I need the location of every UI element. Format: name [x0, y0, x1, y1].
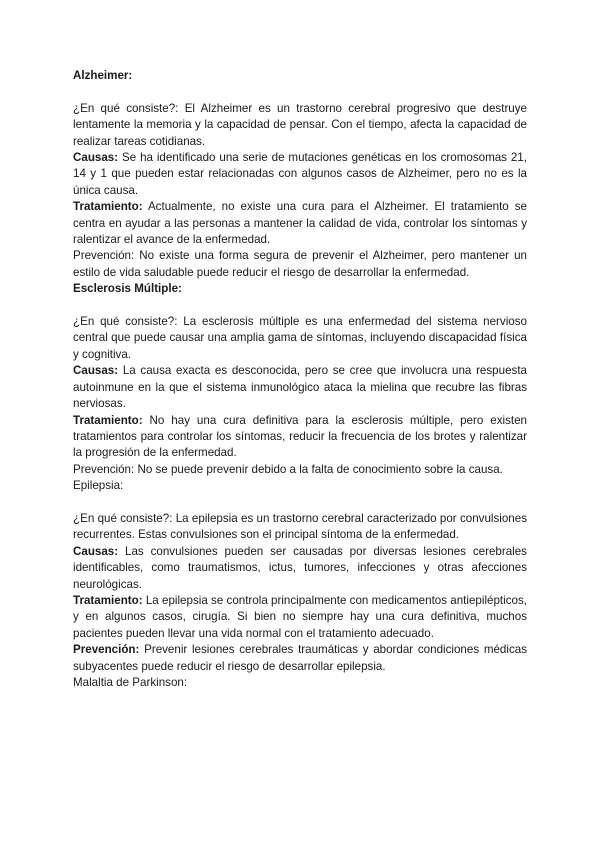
- treatment-paragraph: [73, 593, 527, 642]
- section-title-esclerosis: Esclerosis Múltiple:: [73, 282, 182, 296]
- causes-paragraph: [73, 363, 527, 412]
- treatment-label: Tratamiento:: [73, 413, 143, 427]
- definition-paragraph: ¿En qué consiste?: La epilepsia es un trastorno cerebral caracterizado por convulsiones recurrentes. Estas convulsiones son el principal síntoma de la enfermedad.: [73, 511, 527, 542]
- section-title-parkinson: Malaltia de Parkinson:: [73, 675, 188, 689]
- causes-label: Causas:: [73, 151, 119, 165]
- treatment-paragraph: [73, 199, 527, 248]
- treatment-paragraph: [73, 413, 527, 462]
- prevention-paragraph: Prevención: No se puede prevenir debido a la falta de conocimiento sobre la causa.: [73, 462, 503, 476]
- spacer: [73, 298, 527, 314]
- definition-paragraph: ¿En qué consiste?: La esclerosis múltiple es una enfermedad del sistema nervioso central que puede causar una amplia gama de síntomas, incluyendo discapacidad física y cognitiva.: [73, 315, 527, 361]
- treatment-text: La epilepsia se controla principalmente con medicamentos antiepilépticos, y en algunos casos, cirugía. Si bien no siempre hay una cura definitiva, muchos pacientes pueden llevar una vida normal con el tratamiento adecuado.: [73, 593, 527, 640]
- treatment-text: Actualmente, no existe una cura para el Alzheimer. El tratamiento se centra en ayudar a las personas a mantener la calidad de vida, controlar los síntomas y ralentizar el avance de la enfermedad.: [73, 200, 527, 247]
- causes-text: Las convulsiones pueden ser causadas por diversas lesiones cerebrales identificables, como traumatismos, ictus, tumores, infecciones y otras afecciones neurológicas.: [73, 544, 527, 591]
- causes-text: Se ha identificado una serie de mutaciones genéticas en los cromosomas 21, 14 y 1 que pueden estar relacionadas con algunos casos de Alzheimer, pero no es la única causa.: [73, 151, 527, 197]
- spacer: [73, 84, 527, 100]
- causes-text: La causa exacta es desconocida, pero se cree que involucra una respuesta autoinmune en la que el sistema inmunológico ataca la mielina que recubre las fibras nerviosas.: [73, 364, 527, 411]
- prevention-text: Prevenir lesiones cerebrales traumáticas y abordar condiciones médicas subyacentes puede reducir el riesgo de desarrollar epilepsia.: [73, 643, 527, 673]
- treatment-text: No hay una cura definitiva para la esclerosis múltiple, pero existen tratamientos para controlar los síntomas, reducir la frecuencia de los brotes y ralentizar la progresión de la enfermedad.: [73, 413, 527, 460]
- causes-paragraph: [73, 544, 527, 593]
- prevention-label: Prevención:: [73, 643, 140, 657]
- section-title-alzheimer: Alzheimer:: [73, 69, 133, 82]
- document-page: [73, 68, 527, 691]
- treatment-label: Tratamiento:: [73, 200, 143, 214]
- treatment-label: Tratamiento:: [73, 593, 143, 607]
- section-title-epilepsia: Epilepsia:: [73, 479, 124, 493]
- causes-label: Causas:: [73, 364, 119, 378]
- definition-paragraph: ¿En qué consiste?: El Alzheimer es un trastorno cerebral progresivo que destruye lentamente la memoria y la capacidad de pensar. Con el tiempo, afecta la capacidad de realizar tareas cotidianas.: [73, 101, 527, 148]
- causes-label: Causas:: [73, 544, 119, 558]
- prevention-paragraph: Prevención: No existe una forma segura de prevenir el Alzheimer, pero mantener un estilo de vida saludable puede reducir el riesgo de desarrollar la enfermedad.: [73, 249, 527, 279]
- causes-paragraph: [73, 150, 527, 199]
- prevention-paragraph: [73, 642, 527, 675]
- spacer: [73, 495, 527, 511]
